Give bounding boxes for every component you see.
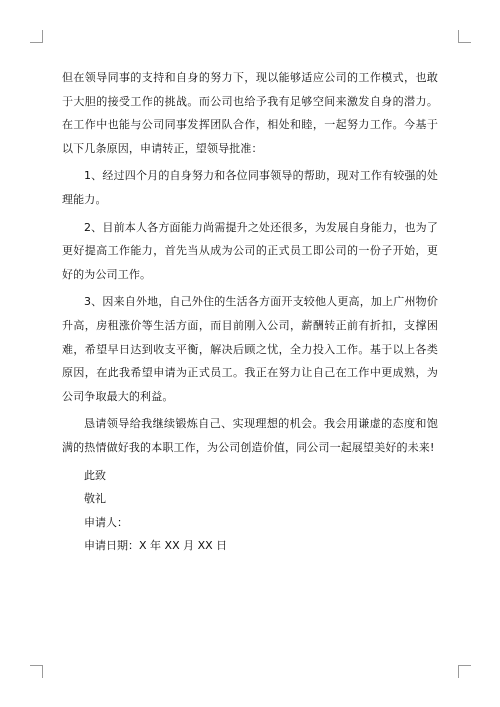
paragraph-reason-3: 3、因来自外地，自己外住的生活各方面开支较他人更高，加上广州物价升高，房租涨价等生活方面，而目前刚入公司，薪酬转正前有折扣，支撑困难，希望早日达到收支平衡，解决后顾之忧，全力投入工作。基于以上各类原因，在此我希望申请为正式员工。我正在努力让自己在工作中更成熟，为公司争取最大的利益。 [62, 295, 438, 403]
paragraph-reason-2: 2、目前本人各方面能力尚需提升之处还很多，为发展自身能力，也为了更好提高工作能力，首先当从成为公司的正式员工即公司的一份子开始，更好的为公司工作。 [62, 220, 438, 281]
closing-regards: 敬礼 [84, 492, 106, 506]
paragraph-intro: 但在领导同事的支持和自身的努力下，现以能够适应公司的工作模式，也敢于大胆的接受工作的挑战。而公司也给予我有足够空间来激发自身的潜力。在工作中也能与公司同事发挥团队合作，相处和睦，一起努力工作。今基于以下几条原因，申请转正，望领导批准： [62, 71, 438, 155]
closing-block [62, 464, 438, 558]
crop-mark-top-right [458, 30, 471, 43]
crop-mark-top-left [30, 30, 43, 43]
document-body [62, 66, 438, 558]
paragraph-reason-1: 1、经过四个月的自身努力和各位同事领导的帮助，现对工作有较强的处理能力。 [62, 169, 438, 206]
paragraph-request: 恳请领导给我继续锻炼自己、实现理想的机会。我会用谦虚的态度和饱满的热情做好我的本职工作，为公司创造价值，同公司一起展望美好的未来! [62, 417, 438, 454]
applicant-label: 申请人： [84, 515, 128, 529]
application-date: 申请日期：X 年 XX 月 XX 日 [84, 539, 228, 553]
crop-mark-bottom-right [458, 665, 471, 678]
crop-mark-bottom-left [30, 665, 43, 678]
closing-salutation: 此致 [84, 468, 106, 482]
